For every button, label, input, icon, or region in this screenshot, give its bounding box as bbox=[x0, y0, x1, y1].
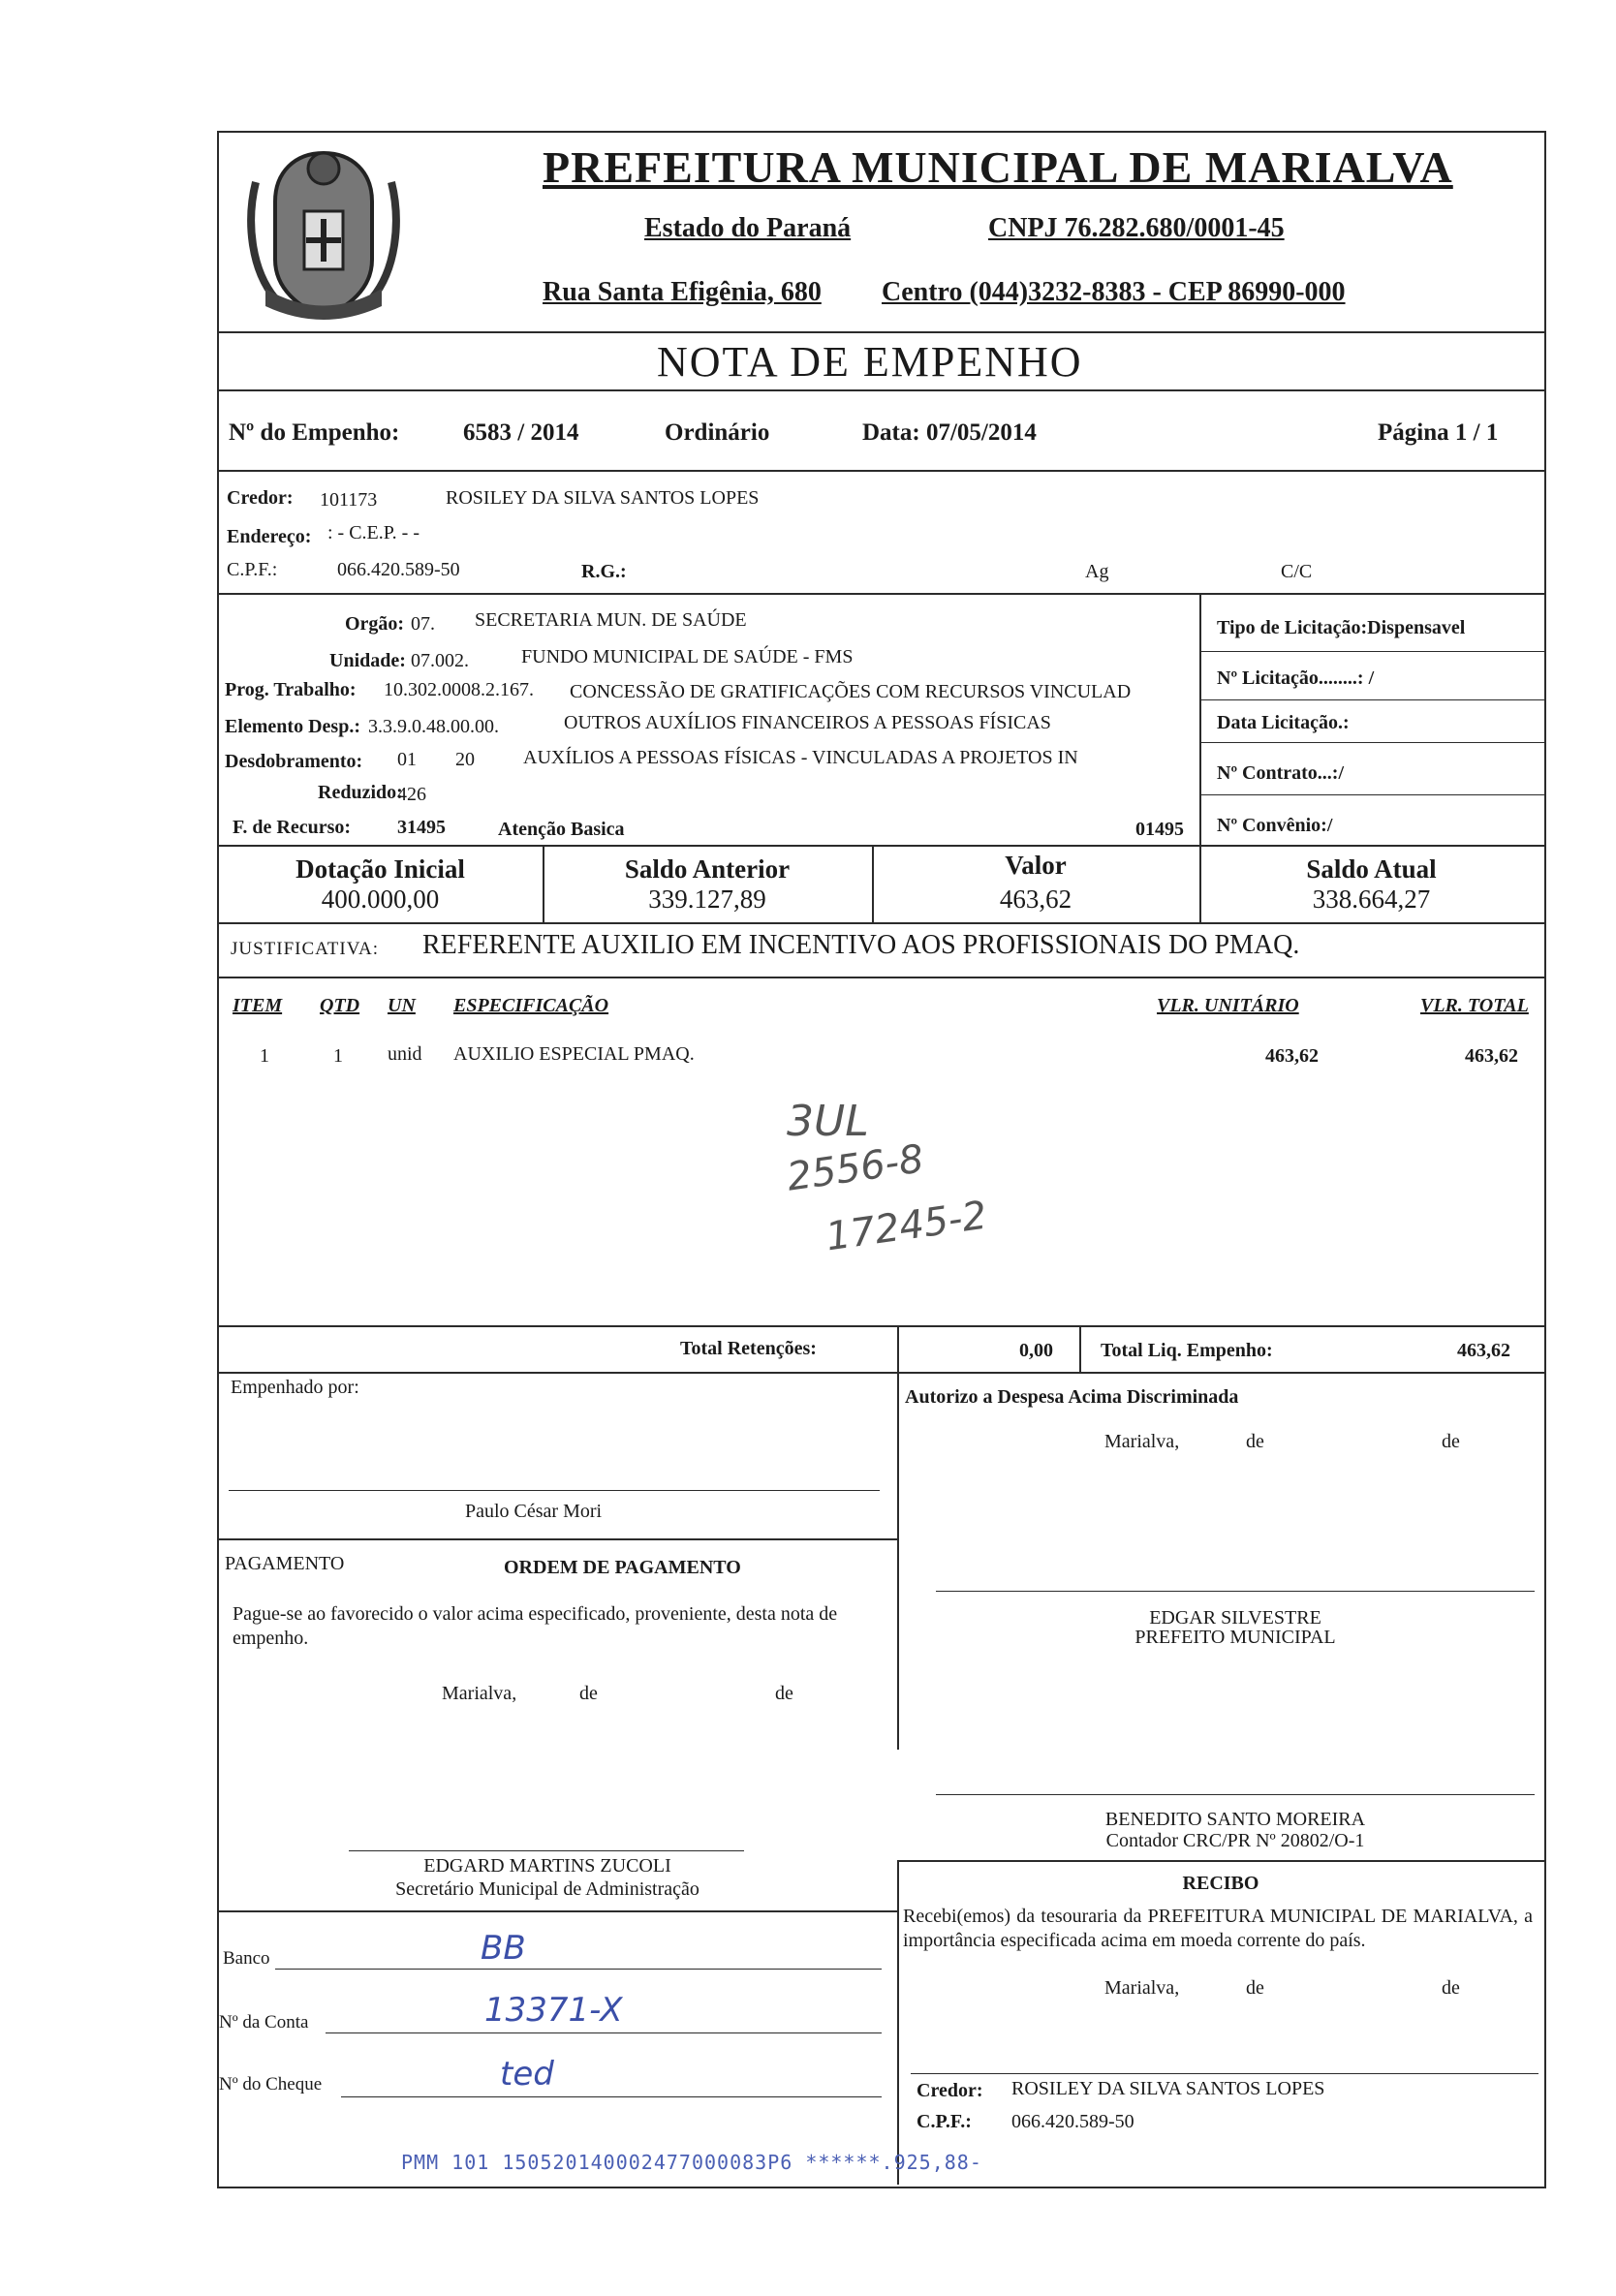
desdobramento-label: Desdobramento: bbox=[225, 751, 363, 772]
dotacao-inicial-value: 400.000,00 bbox=[321, 884, 440, 914]
autorizo-marialva: Marialva, bbox=[1104, 1431, 1180, 1452]
item-row-espec: AUXILIO ESPECIAL PMAQ. bbox=[453, 1043, 695, 1065]
handwritten-note-2: 2556-8 bbox=[784, 1136, 927, 1200]
cpf-value: 066.420.589-50 bbox=[337, 559, 460, 580]
valor-label: Valor bbox=[1005, 851, 1067, 880]
edgar-role: PREFEITO MUNICIPAL bbox=[1134, 1627, 1336, 1648]
cheque-value: ted bbox=[500, 2055, 554, 2094]
recurso-label: F. de Recurso: bbox=[233, 817, 352, 838]
conta-label: Nº da Conta bbox=[219, 2012, 309, 2032]
licitacao-contrato: Nº Contrato...:/ bbox=[1217, 762, 1345, 784]
rg-label: R.G.: bbox=[581, 561, 627, 582]
header-cnpj: CNPJ 76.282.680/0001-45 bbox=[988, 213, 1285, 243]
total-liq-value: 463,62 bbox=[1457, 1340, 1510, 1361]
desdobramento-name: AUXÍLIOS A PESSOAS FÍSICAS - VINCULADAS A PROJETOS IN bbox=[523, 747, 1078, 768]
rodape-cpf: 066.420.589-50 bbox=[1011, 2111, 1134, 2132]
handwritten-note-1: 3UL bbox=[787, 1097, 869, 1146]
endereco-value: : - C.E.P. - - bbox=[327, 522, 420, 543]
licitacao-tipo: Tipo de Licitação:Dispensavel bbox=[1217, 617, 1466, 638]
coat-of-arms-logo bbox=[236, 143, 411, 327]
cheque-label: Nº do Cheque bbox=[219, 2074, 323, 2094]
empenho-pagina: Página 1 / 1 bbox=[1378, 419, 1499, 446]
recibo-text: Recebi(emos) da tesouraria da PREFEITURA MUNICIPAL DE MARIALVA, a importância especificada acima em moeda corrente do país. bbox=[903, 1906, 1533, 1951]
elemento-label: Elemento Desp.: bbox=[225, 716, 360, 737]
benedito-role: Contador CRC/PR Nº 20802/O-1 bbox=[1105, 1830, 1365, 1851]
prog-code: 10.302.0008.2.167. bbox=[384, 679, 534, 700]
autorizo-text: Autorizo a Despesa Acima Discriminada bbox=[905, 1386, 1239, 1408]
pague-de-2: de bbox=[775, 1683, 793, 1704]
prog-label: Prog. Trabalho: bbox=[225, 679, 357, 700]
recibo-de-1: de bbox=[1246, 1977, 1264, 1999]
conta-value: 13371-X bbox=[484, 1991, 623, 2030]
prog-name: CONCESSÃO DE GRATIFICAÇÕES COM RECURSOS VINCULAD bbox=[570, 681, 1132, 702]
licitacao-data: Data Licitação.: bbox=[1217, 712, 1350, 733]
banco-value: BB bbox=[481, 1929, 526, 1968]
orgao-name: SECRETARIA MUN. DE SAÚDE bbox=[475, 609, 747, 631]
dotacao-inicial-label: Dotação Inicial bbox=[295, 854, 465, 884]
unidade-code: 07.002. bbox=[411, 650, 469, 671]
justificativa-texto: REFERENTE AUXILIO EM INCENTIVO AOS PROFISSIONAIS DO PMAQ. bbox=[422, 930, 1300, 960]
rodape-credor-name: ROSILEY DA SILVA SANTOS LOPES bbox=[1011, 2078, 1325, 2099]
col-especificacao: ESPECIFICAÇÃO bbox=[453, 995, 609, 1016]
item-row-qtd: 1 bbox=[333, 1045, 343, 1067]
cpf-label: C.P.F.: bbox=[227, 559, 278, 580]
bank-stamp: PMM 101 150520140002477000083P6 ******.925,88- bbox=[401, 2151, 982, 2174]
elemento-name: OUTROS AUXÍLIOS FINANCEIROS A PESSOAS FÍSICAS bbox=[564, 712, 1051, 733]
header-estado: Estado do Paraná bbox=[644, 213, 852, 243]
orgao-label: Orgão: bbox=[345, 613, 405, 635]
ordem-pagamento-label: ORDEM DE PAGAMENTO bbox=[504, 1557, 741, 1578]
doc-title: NOTA DE EMPENHO bbox=[657, 338, 1083, 386]
item-row-total: 463,62 bbox=[1465, 1045, 1518, 1067]
empenhado-por-label: Empenhado por: bbox=[231, 1377, 359, 1398]
pagamento-label: PAGAMENTO bbox=[225, 1553, 345, 1574]
empenho-data: Data: 07/05/2014 bbox=[862, 419, 1037, 446]
saldo-atual-value: 338.664,27 bbox=[1312, 884, 1431, 914]
credor-label: Credor: bbox=[227, 487, 294, 509]
saldo-atual-label: Saldo Atual bbox=[1306, 854, 1437, 884]
pague-marialva: Marialva, bbox=[442, 1683, 517, 1704]
item-row-item: 1 bbox=[260, 1045, 269, 1067]
item-row-unit: 463,62 bbox=[1265, 1045, 1319, 1067]
header-rua: Rua Santa Efigênia, 680 bbox=[543, 277, 822, 307]
pague-text: Pague-se ao favorecido o valor acima especificado, proveniente, desta nota de empenho. bbox=[233, 1603, 838, 1649]
reduzido-value: 426 bbox=[397, 784, 426, 805]
empenho-numero: 6583 / 2014 bbox=[463, 419, 579, 446]
benedito-name: BENEDITO SANTO MOREIRA bbox=[1104, 1809, 1366, 1830]
header-title: PREFEITURA MUNICIPAL DE MARIALVA bbox=[543, 142, 1453, 192]
handwritten-note-3: 17245-2 bbox=[823, 1193, 990, 1260]
credor-codigo: 101173 bbox=[320, 489, 378, 511]
credor-nome: ROSILEY DA SILVA SANTOS LOPES bbox=[446, 487, 760, 509]
rodape-cpf-label: C.P.F.: bbox=[917, 2111, 972, 2132]
recibo-marialva: Marialva, bbox=[1104, 1977, 1180, 1999]
recibo-de-2: de bbox=[1442, 1977, 1460, 1999]
col-un: UN bbox=[388, 995, 416, 1016]
pague-de-1: de bbox=[579, 1683, 598, 1704]
autorizo-de-2: de bbox=[1442, 1431, 1460, 1452]
recibo-title: RECIBO bbox=[1182, 1873, 1259, 1894]
empenho-tipo: Ordinário bbox=[665, 419, 770, 446]
ag-label: Ag bbox=[1085, 561, 1109, 582]
col-vlr-total: VLR. TOTAL bbox=[1420, 995, 1529, 1016]
endereco-label: Endereço: bbox=[227, 526, 312, 547]
recurso-code: 31495 bbox=[397, 817, 446, 838]
valor-value: 463,62 bbox=[999, 884, 1072, 914]
recurso-name: Atenção Basica bbox=[498, 819, 625, 840]
item-row-un: unid bbox=[388, 1043, 422, 1065]
cc-label: C/C bbox=[1281, 561, 1313, 582]
orgao-code: 07. bbox=[411, 613, 435, 635]
recurso-code2: 01495 bbox=[1135, 819, 1184, 840]
col-qtd: QTD bbox=[320, 995, 360, 1016]
desdobramento-code2: 20 bbox=[455, 749, 475, 770]
edgar-name: EDGAR SILVESTRE bbox=[1149, 1607, 1321, 1629]
col-item: ITEM bbox=[233, 995, 283, 1016]
banco-label: Banco bbox=[223, 1948, 270, 1969]
justificativa-label: JUSTIFICATIVA: bbox=[231, 939, 380, 959]
col-vlr-unitario: VLR. UNITÁRIO bbox=[1157, 995, 1299, 1016]
rodape-credor-label: Credor: bbox=[917, 2080, 983, 2101]
header-centro: Centro (044)3232-8383 - CEP 86990-000 bbox=[882, 277, 1346, 307]
elemento-code: 3.3.9.0.48.00.00. bbox=[368, 716, 499, 737]
licitacao-numero: Nº Licitação........: / bbox=[1217, 667, 1375, 689]
paulo-name: Paulo César Mori bbox=[465, 1501, 603, 1522]
saldo-anterior-label: Saldo Anterior bbox=[624, 854, 791, 884]
licitacao-convenio: Nº Convênio:/ bbox=[1217, 815, 1333, 836]
empenho-numero-label: Nº do Empenho: bbox=[229, 419, 400, 446]
total-retencoes-value: 0,00 bbox=[1019, 1340, 1053, 1361]
zucoli-name: EDGARD MARTINS ZUCOLI bbox=[423, 1855, 671, 1877]
unidade-label: Unidade: bbox=[329, 650, 406, 671]
desdobramento-code1: 01 bbox=[397, 749, 417, 770]
saldo-anterior-value: 339.127,89 bbox=[648, 884, 766, 914]
total-liq-label: Total Liq. Empenho: bbox=[1101, 1340, 1273, 1361]
zucoli-role: Secretário Municipal de Administração bbox=[395, 1878, 699, 1900]
unidade-name: FUNDO MUNICIPAL DE SAÚDE - FMS bbox=[521, 646, 854, 667]
autorizo-de-1: de bbox=[1246, 1431, 1264, 1452]
total-retencoes-label: Total Retenções: bbox=[680, 1338, 817, 1359]
reduzido-label: Reduzido: bbox=[318, 782, 403, 803]
